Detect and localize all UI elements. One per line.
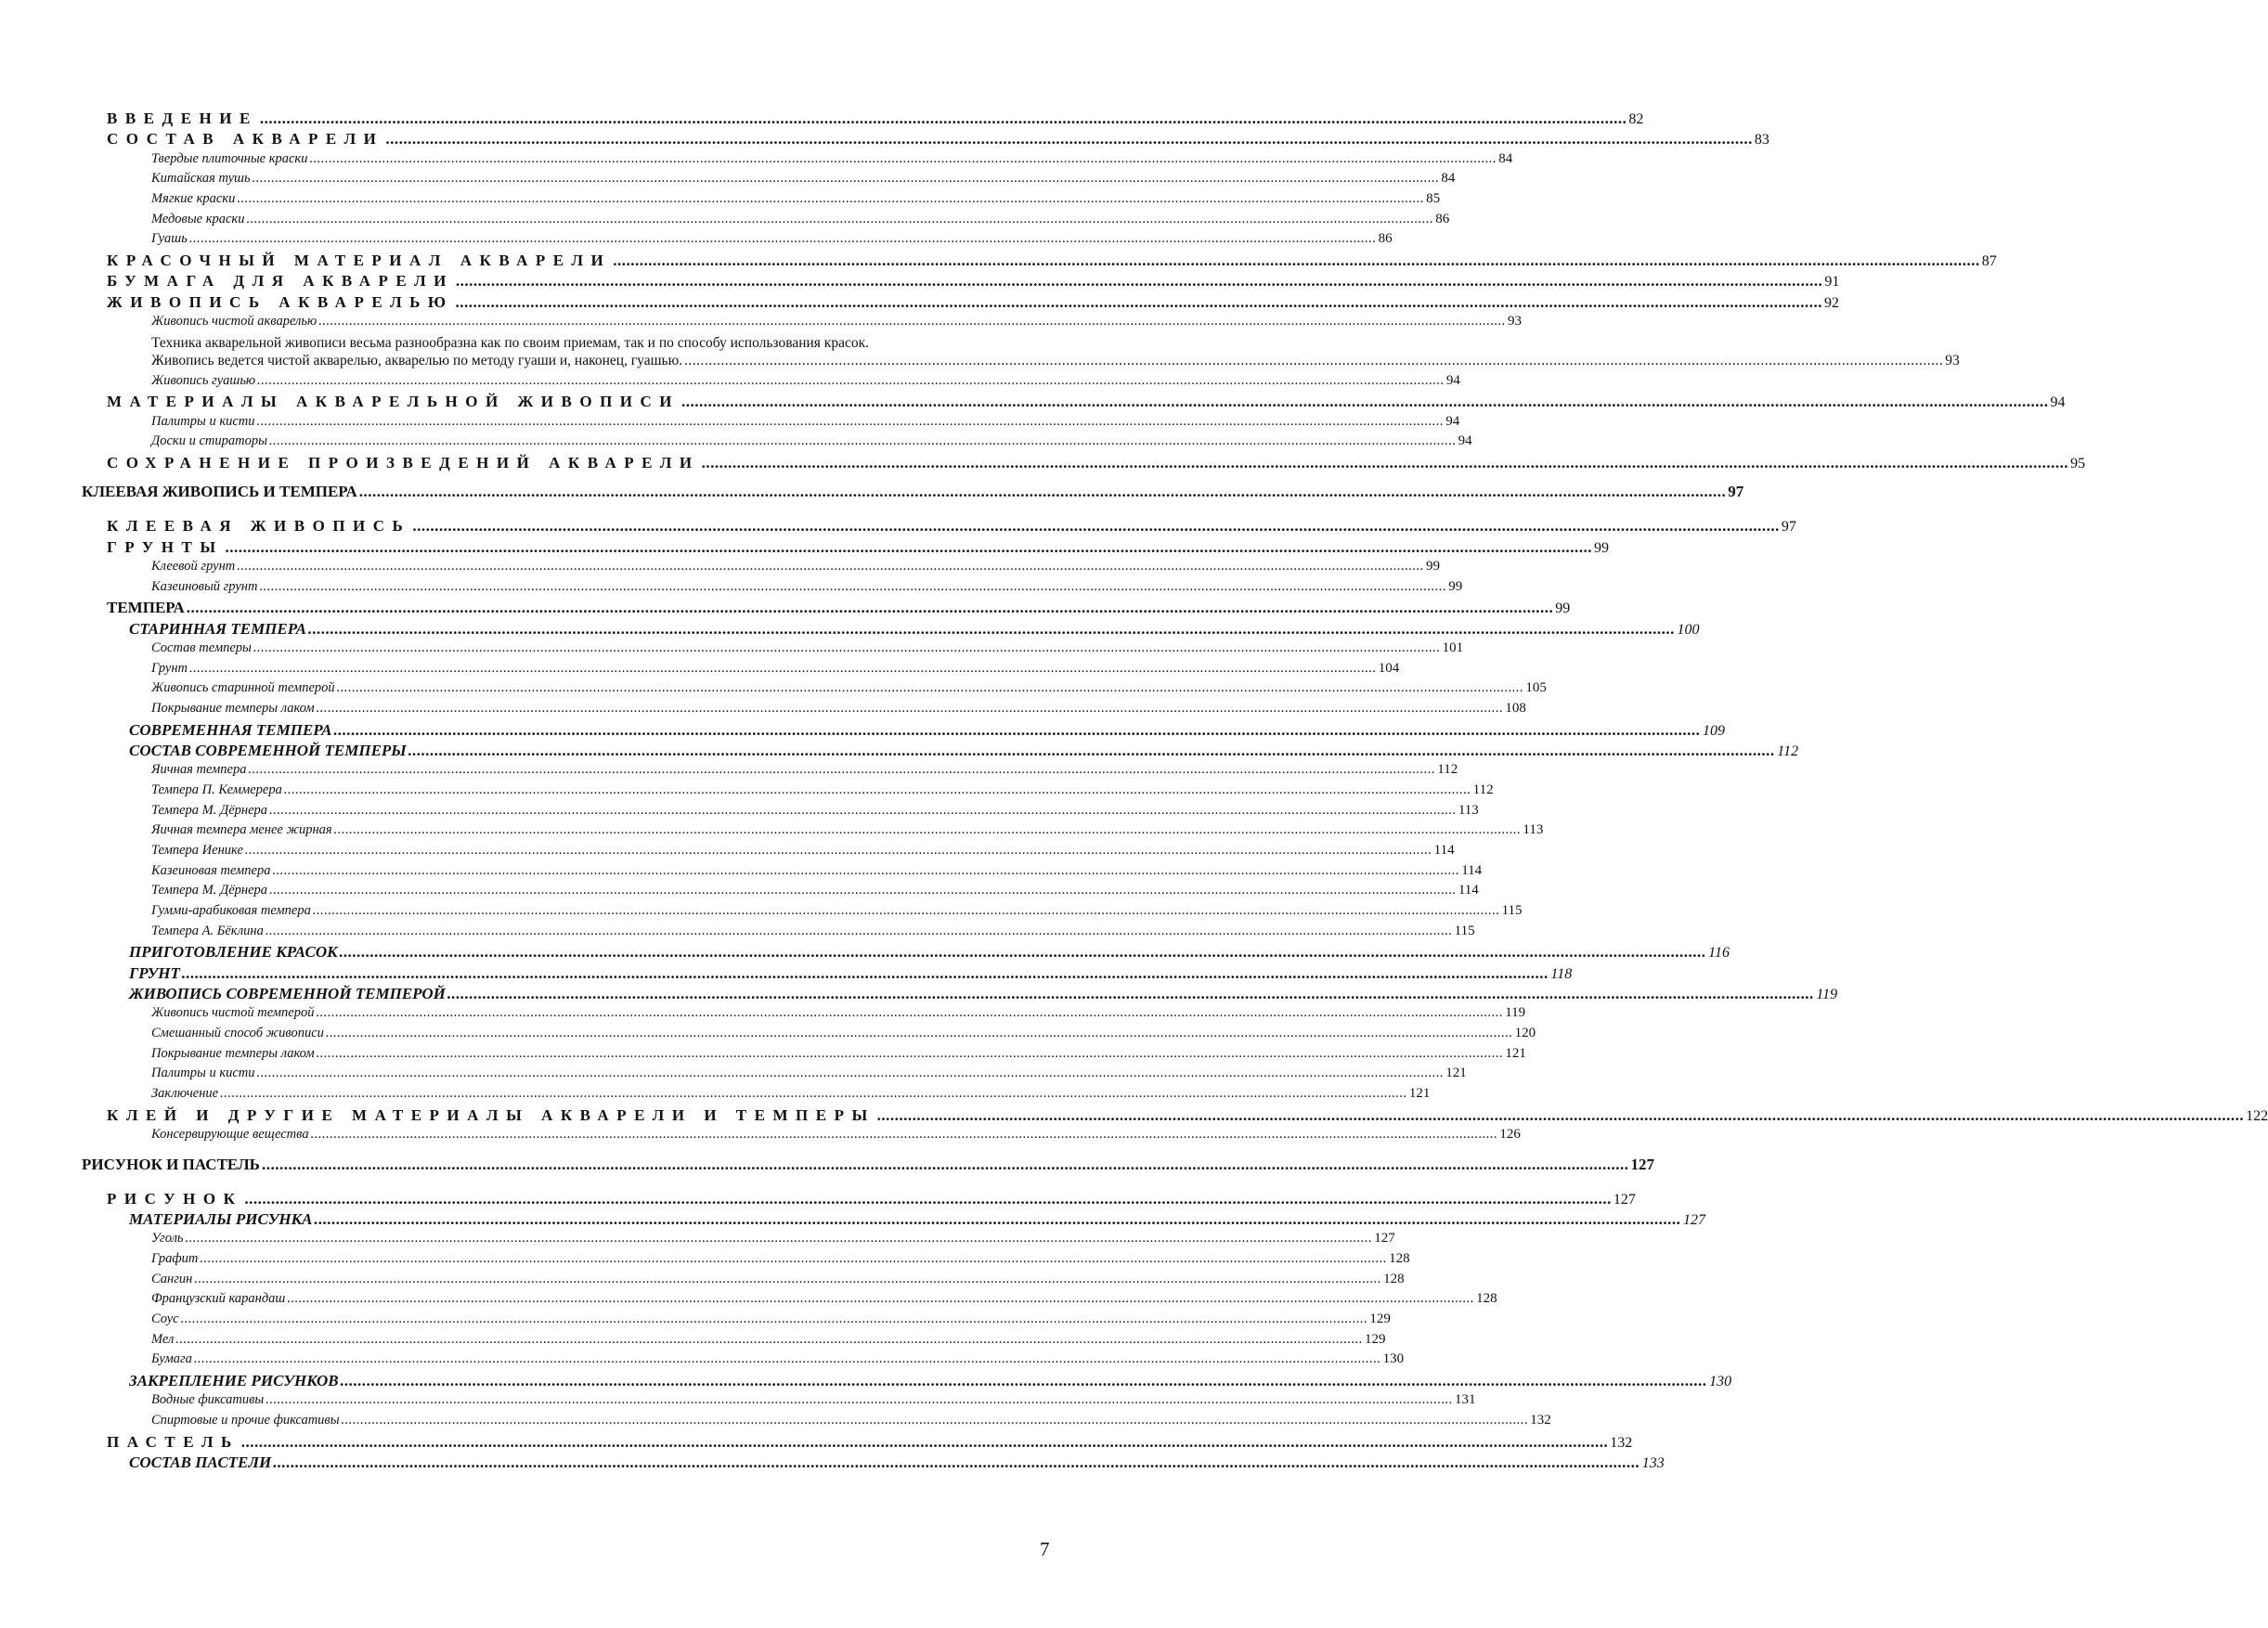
toc-entry[interactable]: [82, 1005, 1526, 1026]
toc-entry-title: Темпера А. Бёклина: [151, 923, 264, 938]
toc-entry[interactable]: [82, 313, 1522, 334]
toc-entry-title: Живопись старинной темперой: [151, 680, 335, 696]
toc-entry[interactable]: [82, 393, 2066, 413]
toc-entry-title: ПРИГОТОВЛЕНИЕ КРАСОК: [129, 943, 338, 962]
toc-entry-title: ГРУНТЫ: [107, 537, 224, 556]
dot-leader: [316, 1005, 1503, 1021]
toc-entry-page: 82: [1628, 111, 1644, 127]
toc-entry[interactable]: [82, 1311, 1391, 1332]
toc-entry-page: 105: [1525, 680, 1547, 696]
toc-entry[interactable]: [82, 150, 1513, 172]
dot-leader: [181, 1311, 1368, 1327]
toc-entry[interactable]: [82, 680, 1547, 701]
dot-leader: [284, 782, 1471, 798]
toc-entry-page: 104: [1378, 660, 1400, 676]
toc-entry-title: СОСТАВ СОВРЕМЕННОЙ ТЕМПЕРЫ: [129, 741, 407, 759]
toc-entry-title: Грунт: [151, 660, 188, 676]
toc-entry-title: Доски и стираторы: [151, 433, 267, 449]
toc-entry-title: ЖИВОПИСЬ АКВАРЕЛЬЮ: [107, 292, 454, 311]
dot-leader: [456, 293, 1823, 312]
toc-entry-title: Спиртовые и прочие фиксативы: [151, 1413, 340, 1428]
toc-entry-title: Гуашь: [151, 231, 188, 247]
toc-entry-title: Консервирующие вещества: [151, 1126, 309, 1142]
dot-leader: [681, 393, 2049, 411]
dot-leader: [226, 538, 1593, 557]
toc-entry[interactable]: [82, 1025, 1536, 1046]
toc-entry-page: 99: [1448, 578, 1463, 594]
toc-entry-title: ГРУНТ: [129, 963, 180, 982]
dot-leader: [702, 454, 2069, 472]
toc-entry-page: 87: [1981, 253, 1997, 270]
toc-entry-title: ПАСТЕЛЬ: [107, 1432, 240, 1451]
toc-entry-page: 118: [1550, 965, 1573, 982]
dot-leader: [408, 742, 1776, 760]
dot-leader: [272, 863, 1459, 879]
toc-entry-title: Соус: [151, 1311, 179, 1327]
toc-entry-title: Темпера П. Кеммерера: [151, 782, 282, 797]
toc-entry-title: Французский карандаш: [151, 1291, 286, 1307]
toc-entry-page: 114: [1461, 862, 1483, 878]
toc-entry[interactable]: [82, 1189, 1636, 1210]
dot-leader: [257, 414, 1445, 430]
toc-entry-title: Графит: [151, 1250, 199, 1266]
toc-entry-page: 126: [1499, 1126, 1521, 1142]
toc-entry[interactable]: [82, 1291, 1497, 1311]
toc-entry-title: ВВЕДЕНИЕ: [107, 110, 258, 127]
toc-entry-title: Бумага: [151, 1351, 192, 1367]
toc-entry-title: КЛЕЕВАЯ ЖИВОПИСЬ: [107, 517, 411, 536]
toc-chapter[interactable]: [82, 483, 1744, 507]
toc-entry-page: 112: [1777, 743, 1799, 759]
toc-entry-page: 130: [1382, 1351, 1405, 1367]
toc-entry-page: 95: [2070, 455, 2086, 472]
toc-chapter-page: 127: [1630, 1155, 1654, 1173]
toc-entry[interactable]: [82, 171, 1456, 191]
dot-leader: [237, 191, 1424, 207]
toc-entry[interactable]: [82, 1126, 1521, 1147]
dot-leader: [340, 943, 1707, 962]
toc-entry[interactable]: [82, 433, 1472, 454]
dot-leader: [249, 762, 1436, 778]
toc-entry[interactable]: [82, 1066, 1467, 1086]
dot-leader: [447, 985, 1815, 1003]
dot-leader: [187, 599, 1554, 617]
dot-leader: [246, 212, 1433, 227]
toc-entry-page: 108: [1505, 700, 1526, 716]
toc-entry-page: 93: [1507, 313, 1522, 329]
toc-entry[interactable]: [82, 211, 1450, 232]
dot-leader: [308, 620, 1676, 639]
dot-leader: [337, 680, 1524, 696]
toc-entry-page: 94: [1445, 372, 1460, 388]
toc-entry-page: 131: [1455, 1392, 1476, 1408]
dot-leader: [269, 803, 1457, 819]
toc-entry[interactable]: [82, 842, 1455, 863]
toc-entry[interactable]: [82, 782, 1494, 803]
toc-entry-page: 86: [1435, 211, 1450, 226]
toc-entry-page: 127: [1374, 1231, 1395, 1247]
dot-leader: [613, 252, 1980, 270]
dot-leader: [318, 314, 1506, 329]
dot-leader: [200, 1251, 1387, 1267]
dot-leader: [253, 640, 1441, 656]
toc-entry-page: 119: [1816, 986, 1838, 1002]
toc-entry-title: Клеевой грунт: [151, 558, 236, 574]
toc-entry[interactable]: [82, 700, 1526, 721]
toc-entry-title: ЗАКРЕПЛЕНИЕ РИСУНКОВ: [129, 1372, 339, 1390]
toc-entry[interactable]: [82, 1392, 1476, 1413]
dot-leader: [309, 151, 1497, 167]
dot-leader: [385, 130, 1753, 149]
dot-leader: [189, 661, 1377, 677]
toc-entry-title: Палитры и кисти: [151, 1066, 255, 1081]
toc-entry[interactable]: [82, 252, 1997, 272]
dot-leader: [259, 579, 1446, 595]
toc-entry-text-line: Техника акварельной живописи весьма разнообразна как по своим приемам, так и по способу использования красок.: [151, 334, 870, 351]
dot-leader: [273, 1454, 1640, 1472]
toc-entry-title: Темпера М. Дёрнера: [151, 802, 268, 818]
toc-entry[interactable]: [82, 372, 1460, 394]
dot-leader: [257, 1066, 1445, 1081]
toc-entry-title: Твердые плиточные краски: [151, 150, 308, 166]
toc-entry[interactable]: [82, 110, 1644, 130]
toc-entry[interactable]: [82, 453, 2086, 474]
toc-entry-page: 84: [1498, 150, 1513, 166]
toc-entry-page: 128: [1389, 1250, 1410, 1266]
toc-entry-title: ЖИВОПИСЬ СОВРЕМЕННОЙ ТЕМПЕРОЙ: [129, 984, 446, 1002]
toc-entry-title: Состав темперы: [151, 640, 252, 655]
toc-entry-title: Гумми-арабиковая темпера: [151, 902, 311, 918]
dot-leader: [194, 1351, 1381, 1367]
toc-entry-title: Китайская тушь: [151, 171, 251, 187]
dot-leader: [326, 1026, 1513, 1041]
toc-entry-title: Смешанный способ живописи: [151, 1025, 324, 1040]
toc-entry-title: СОСТАВ ПАСТЕЛИ: [129, 1454, 272, 1472]
dot-leader: [456, 272, 1823, 291]
toc-entry-page: 127: [1683, 1211, 1706, 1228]
toc-entry[interactable]: [82, 190, 1441, 212]
toc-entry[interactable]: [82, 130, 1769, 150]
toc-chapter-title: РИСУНОК И ПАСТЕЛЬ: [82, 1155, 260, 1173]
dot-leader: [266, 924, 1453, 939]
toc-entry[interactable]: [82, 943, 1730, 963]
toc-entry-page: 97: [1781, 519, 1796, 536]
toc-entry[interactable]: [82, 1372, 1732, 1392]
toc-entry-page: 114: [1458, 883, 1479, 898]
dot-leader: [334, 721, 1702, 740]
toc-entry-title: Сангин: [151, 1271, 193, 1286]
toc-entry-page: 101: [1442, 640, 1464, 655]
toc-entry-title: Уголь: [151, 1231, 184, 1247]
toc-entry-title: РИСУНОК: [107, 1189, 243, 1208]
toc-entry-title: Живопись ведется чистой акварелью, акварелью по методу гуаши и, наконец, гуашью.: [151, 352, 683, 368]
toc-entry-title: СОСТАВ АКВАРЕЛИ: [107, 130, 384, 149]
toc-entry-page: 94: [1445, 413, 1460, 429]
toc-entry[interactable]: [82, 1209, 1706, 1231]
toc-entry-page: 115: [1501, 902, 1523, 918]
toc-entry[interactable]: [82, 1351, 1405, 1372]
dot-leader: [287, 1291, 1474, 1307]
toc-entry-page: 91: [1824, 274, 1840, 291]
toc-entry-page: 121: [1505, 1045, 1526, 1061]
toc-entry[interactable]: [82, 802, 1479, 823]
toc-entry-title: Палитры и кисти: [151, 413, 255, 429]
toc-entry-title: Заключение: [151, 1086, 219, 1101]
toc-entry-page: 112: [1472, 782, 1494, 797]
dot-leader: [245, 843, 1432, 859]
toc-entry-title: МАТЕРИАЛЫ РИСУНКА: [129, 1209, 313, 1228]
dot-leader: [253, 171, 1440, 187]
toc-entry-title: Покрывание темперы лаком: [151, 700, 315, 716]
dot-leader: [315, 1210, 1682, 1229]
dot-leader: [262, 1156, 1629, 1174]
toc-entry-page: 122: [2246, 1107, 2268, 1124]
dot-leader: [175, 1332, 1363, 1348]
toc-entry[interactable]: [82, 984, 1838, 1005]
toc-entry[interactable]: [82, 923, 1475, 944]
toc-entry-title: Водные фиксативы: [151, 1392, 265, 1408]
toc-entry-page: 85: [1426, 190, 1441, 206]
dot-leader: [266, 1392, 1453, 1408]
dot-leader: [220, 1086, 1407, 1102]
toc-entry-page: 128: [1476, 1291, 1497, 1307]
toc-entry-page: 127: [1613, 1191, 1636, 1208]
toc-entry-title: ТЕМПЕРА: [107, 599, 185, 617]
toc-entry[interactable]: [82, 1331, 1386, 1352]
dot-leader: [317, 701, 1504, 717]
toc-entry[interactable]: [82, 1086, 1431, 1106]
toc-entry-page: 113: [1458, 802, 1479, 818]
toc-entry-title: Темпера М. Дёрнера: [151, 883, 268, 898]
toc-entry[interactable]: [82, 862, 1483, 884]
toc-entry-title: КЛЕЙ И ДРУГИЕ МАТЕРИАЛЫ АКВАРЕЛИ И ТЕМПЕРЫ: [107, 1105, 875, 1124]
toc-entry[interactable]: [82, 1250, 1410, 1272]
toc-entry[interactable]: [82, 558, 1440, 579]
toc-entry[interactable]: [82, 1105, 2268, 1127]
dot-leader: [194, 1272, 1381, 1287]
toc-entry-page: 99: [1425, 558, 1440, 574]
toc-entry-page: 116: [1708, 945, 1730, 962]
dot-leader: [877, 1106, 2245, 1125]
toc-chapter-page: 97: [1728, 483, 1744, 501]
toc-entry[interactable]: [82, 517, 1796, 537]
toc-entry[interactable]: [82, 822, 1544, 843]
toc-entry[interactable]: [82, 352, 1960, 373]
dot-leader: [684, 353, 1943, 369]
toc-entry-page: 120: [1514, 1025, 1536, 1040]
toc-entry-title: СТАРИННАЯ ТЕМПЕРА: [129, 619, 306, 638]
toc-entry[interactable]: [82, 1045, 1526, 1066]
toc-entry-title: Живопись чистой акварелью: [151, 313, 318, 329]
toc-entry-title: Покрывание темперы лаком: [151, 1045, 315, 1061]
dot-leader: [244, 1190, 1612, 1208]
toc-entry-title: Яичная темпера: [151, 762, 247, 778]
toc-entry-page: 128: [1383, 1271, 1405, 1286]
toc-entry-title: Медовые краски: [151, 211, 245, 226]
toc-entry-page: 133: [1641, 1455, 1665, 1472]
toc-entry[interactable]: [82, 741, 1799, 762]
toc-entry-page: 121: [1408, 1086, 1431, 1101]
toc-entry[interactable]: [82, 883, 1479, 903]
toc-entry[interactable]: [82, 660, 1400, 681]
toc-entry-title: СОВРЕМЕННАЯ ТЕМПЕРА: [129, 720, 332, 739]
toc-entry-page: 92: [1824, 294, 1840, 311]
dot-leader: [412, 517, 1780, 536]
dot-leader: [182, 964, 1549, 983]
toc-entry-page: 93: [1945, 352, 1960, 368]
toc-entry-page: 113: [1523, 822, 1544, 838]
toc-entry[interactable]: [82, 720, 1726, 742]
toc-entry[interactable]: [82, 599, 1571, 619]
dot-leader: [189, 231, 1377, 247]
dot-leader: [341, 1372, 1708, 1390]
toc-entry-page: 130: [1709, 1374, 1732, 1390]
toc-entry-title: Мел: [151, 1331, 175, 1347]
toc-entry-page: 114: [1433, 842, 1455, 858]
dot-leader: [334, 822, 1522, 838]
toc-entry[interactable]: [82, 902, 1523, 924]
toc-chapter[interactable]: [82, 1155, 1654, 1180]
toc-entry[interactable]: [82, 1432, 1633, 1454]
toc-entry-page: 94: [1458, 433, 1472, 449]
toc-entry-title: Казеиновая темпера: [151, 862, 271, 878]
toc-chapter-title: КЛЕЕВАЯ ЖИВОПИСЬ И ТЕМПЕРА: [82, 483, 357, 501]
toc-entry-title: Яичная темпера менее жирная: [151, 822, 332, 838]
dot-leader: [313, 903, 1500, 919]
dot-leader: [237, 559, 1424, 575]
toc-entry[interactable]: [82, 413, 1460, 434]
toc-entry-title: Казеиновый грунт: [151, 578, 258, 594]
toc-entry-page: 115: [1454, 923, 1475, 938]
toc-entry-page: 132: [1610, 1434, 1633, 1451]
toc-entry-title: Живопись чистой темперой: [151, 1005, 315, 1021]
toc-entry-title: БУМАГА ДЛЯ АКВАРЕЛИ: [107, 272, 454, 291]
toc-entry-page: 119: [1505, 1005, 1526, 1021]
toc-entry-page: 121: [1445, 1066, 1467, 1081]
page-number: 7: [1040, 1538, 1050, 1560]
toc-entry-page: 129: [1365, 1331, 1386, 1347]
toc-entry[interactable]: [82, 1271, 1405, 1292]
dot-leader: [260, 110, 1627, 128]
toc-entry[interactable]: [82, 1231, 1395, 1251]
dot-leader: [241, 1433, 1609, 1452]
dot-leader: [342, 1413, 1529, 1428]
toc-entry[interactable]: [82, 1454, 1665, 1474]
toc-entry-title: СОХРАНЕНИЕ ПРОИЗВЕДЕНИЙ АКВАРЕЛИ: [107, 453, 700, 472]
toc-entry[interactable]: [82, 619, 1700, 640]
toc-entry[interactable]: [82, 537, 1610, 559]
toc-entry-page: 132: [1530, 1413, 1551, 1428]
toc-entry[interactable]: [82, 963, 1573, 985]
dot-leader: [186, 1231, 1373, 1247]
toc-entry[interactable]: [82, 231, 1393, 252]
toc-entry-title: КРАСОЧНЫЙ МАТЕРИАЛ АКВАРЕЛИ: [107, 252, 612, 270]
toc-entry-page: 99: [1555, 601, 1571, 617]
dot-leader: [269, 433, 1457, 449]
dot-leader: [269, 883, 1457, 898]
toc-entry-page: 86: [1378, 231, 1393, 247]
toc-entry-page: 100: [1677, 621, 1700, 638]
toc-entry-page: 112: [1437, 762, 1458, 778]
toc-entry[interactable]: [82, 292, 1840, 314]
toc-entry[interactable]: [82, 272, 1840, 292]
toc-entry-page: 84: [1441, 171, 1456, 187]
dot-leader: [359, 483, 1727, 501]
dot-leader: [317, 1046, 1504, 1062]
toc-entry-title: Живопись гуашью: [151, 372, 256, 388]
toc-entry[interactable]: [82, 762, 1458, 782]
toc-entry-title: МАТЕРИАЛЫ АКВАРЕЛЬНОЙ ЖИВОПИСИ: [107, 393, 680, 411]
toc-entry[interactable]: [82, 578, 1463, 600]
toc-entry[interactable]: [82, 1413, 1551, 1433]
toc-entry-page: 83: [1754, 132, 1769, 149]
toc-entry-title: Темпера Иенике: [151, 842, 243, 858]
toc-entry-page: 109: [1703, 722, 1726, 739]
toc-entry-page: 99: [1594, 539, 1610, 556]
toc-entry-page: 129: [1369, 1311, 1391, 1327]
toc-entry-page: 94: [2050, 394, 2066, 411]
toc-entry-title: Мягкие краски: [151, 190, 236, 206]
table-of-contents: [82, 110, 2268, 1474]
toc-entry[interactable]: [82, 640, 1464, 661]
dot-leader: [257, 373, 1445, 389]
dot-leader: [311, 1127, 1498, 1143]
